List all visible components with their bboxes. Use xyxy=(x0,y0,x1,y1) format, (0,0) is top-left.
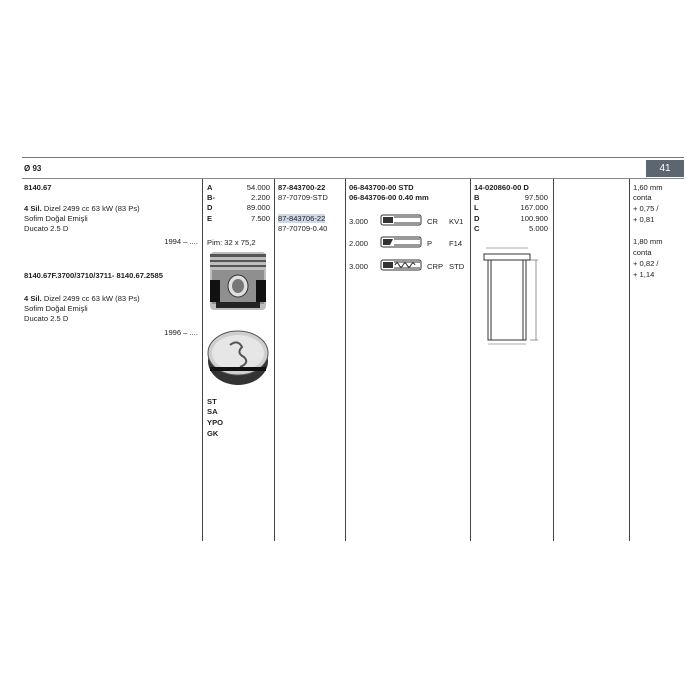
column-divider xyxy=(345,179,346,541)
finish-code: SA xyxy=(207,407,218,416)
liner-dim-label: L xyxy=(474,203,479,212)
dim-value: 89.000 xyxy=(246,203,270,212)
scraper-ring-icon xyxy=(380,235,422,249)
ring-type: P xyxy=(427,239,433,248)
engine-intake: Sofim Doğal Emişli xyxy=(24,214,88,223)
gasket-range: + 0,75 / xyxy=(633,204,659,213)
liner-dim-label: D xyxy=(474,214,480,223)
section-header xyxy=(22,160,684,178)
liner-diagram xyxy=(478,244,544,348)
dim-label: E xyxy=(207,214,213,223)
ring-spec: F14 xyxy=(449,239,463,248)
finish-code: ST xyxy=(207,397,217,406)
gasket-range: + 0,81 xyxy=(633,215,655,224)
engine-description: Dizel 2499 cc 63 kW (83 Ps) xyxy=(43,204,140,213)
ring-width: 3.000 xyxy=(349,217,369,226)
oil-ring-icon xyxy=(380,258,422,272)
piston-side-image xyxy=(206,250,270,312)
dim-label: D xyxy=(207,203,213,212)
finish-code: YPO xyxy=(207,418,224,427)
liner-dim-value: 100.900 xyxy=(520,214,548,223)
ring-width: 3.000 xyxy=(349,262,369,271)
engine-cylinders-line xyxy=(24,204,140,213)
liner-dim-value: 167.000 xyxy=(520,203,548,212)
gasket-range: + 1,14 xyxy=(633,270,655,279)
liner-dim-label: B xyxy=(474,193,480,202)
gasket-range: + 0,82 / xyxy=(633,259,659,268)
gasket-label: conta xyxy=(633,248,652,257)
header-rule xyxy=(22,178,684,179)
engine-code: 8140.67F.3700/3710/3711- 8140.67.2585 xyxy=(24,271,163,280)
piston-pin-code-std: 87-70709-STD xyxy=(278,193,328,202)
ring-width: 2.000 xyxy=(349,239,369,248)
gasket-label: conta xyxy=(633,193,652,202)
engine-model: Ducato 2.5 D xyxy=(24,224,69,233)
engine-intake: Sofim Doğal Emişli xyxy=(24,304,88,313)
piston-code-std: 87-843700-22 xyxy=(278,183,326,192)
dim-value: 7.500 xyxy=(250,214,270,223)
ring-code-std: 06-843700-00 STD xyxy=(349,183,414,192)
engine-code: 8140.67 xyxy=(24,183,52,192)
engine-years: 1996 – .... xyxy=(164,328,198,337)
gasket-thickness: 1,60 mm xyxy=(633,183,663,192)
pin-size: Pim: 32 x 75,2 xyxy=(207,238,256,247)
top-rule xyxy=(22,157,684,158)
piston-crown-image xyxy=(206,325,270,387)
column-divider xyxy=(553,179,554,541)
bore-diameter: Ø 93 xyxy=(24,164,42,173)
column-divider xyxy=(202,179,203,541)
gasket-thickness: 1,80 mm xyxy=(633,237,663,246)
dim-label: B- xyxy=(207,193,216,202)
liner-dim-value: 97.500 xyxy=(524,193,548,202)
page-number-badge: 41 xyxy=(646,160,684,177)
liner-code: 14-020860-00 D xyxy=(474,183,529,192)
engine-cylinders: 4 Sil. xyxy=(24,204,42,213)
liner-dim-label: C xyxy=(474,224,480,233)
ring-spec: STD xyxy=(449,262,465,271)
ring-spec: KV1 xyxy=(449,217,464,226)
dim-value: 2.200 xyxy=(250,193,270,202)
liner-dim-value: 5.000 xyxy=(528,224,548,233)
dim-label: A xyxy=(207,183,213,192)
ring-type: CRP xyxy=(427,262,444,271)
ring-type: CR xyxy=(427,217,438,226)
column-divider xyxy=(274,179,275,541)
engine-description: Dizel 2499 cc 63 kW (83 Ps) xyxy=(43,294,140,303)
column-divider xyxy=(629,179,630,541)
engine-cylinders-line xyxy=(24,294,140,303)
engine-model: Ducato 2.5 D xyxy=(24,314,69,323)
finish-code: GK xyxy=(207,429,219,438)
piston-pin-code-oversize: 87-70709-0.40 xyxy=(278,224,328,233)
compression-ring-icon xyxy=(380,213,422,227)
column-divider xyxy=(470,179,471,541)
dim-value: 54.000 xyxy=(246,183,270,192)
ring-code-oversize: 06-843706-00 0.40 mm xyxy=(349,193,429,202)
engine-years: 1994 – .... xyxy=(164,237,198,246)
piston-code-oversize: 87-843706-22 xyxy=(278,214,326,223)
engine-cylinders: 4 Sil. xyxy=(24,294,42,303)
